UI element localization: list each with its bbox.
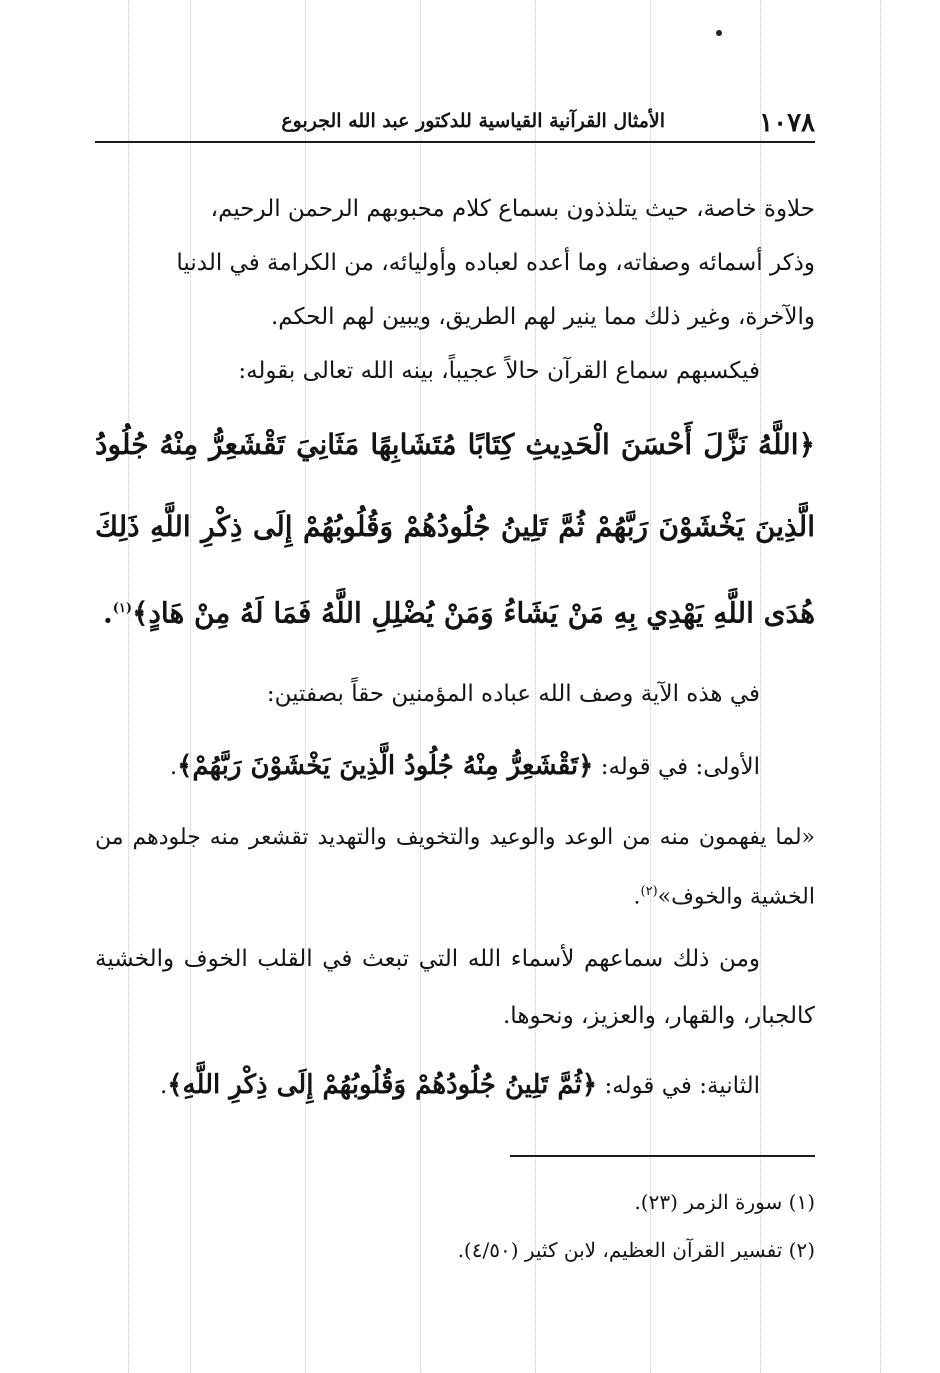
paragraph-4-verse: ﴿تَقْشَعِرُّ مِنْهُ جُلُودُ الَّذِينَ يَخْشَوْنَ رَبَّهُمْ﴾ (177, 751, 594, 782)
paragraph-6: ومن ذلك سماعهم لأسماء الله التي تبعث في القلب الخوف والخشية كالجبار، والقهار، والعزيز، ونحوها. (95, 945, 815, 1029)
paragraph-7: الثانية: في قوله: ﴿ثُمَّ تَلِينُ جُلُودُهُمْ وَقُلُوبُهُمْ إِلَى ذِكْرِ اللَّهِ﴾. (159, 1069, 760, 1100)
paragraph-1-line-2: وذكر أسمائه وصفاته، وما أعده لعباده وأوليائه، من الكرامة في الدنيا (176, 250, 815, 276)
paragraph-3: في هذه الآية وصف الله عباده المؤمنين حقاً بصفتين: (266, 681, 760, 708)
footnotes (95, 1178, 815, 1274)
footnote-separator (510, 1155, 815, 1157)
paragraph-4-lead: الأولى: في قوله: (593, 754, 760, 781)
header-rule (95, 141, 815, 143)
page-number: ١٠٧٨ (759, 108, 815, 138)
running-title: الأمثال القرآنية القياسية للدكتور عبد الله الجربوع (281, 110, 665, 132)
paragraph-5: «لما يفهمون منه من الوعد والوعيد والتخويف والتهديد تقشعر منه جلودهم من الخشية والخوف»$^{(٢)}$. (95, 825, 815, 910)
footnote-2: (٢) تفسير القرآن العظيم، لابن كثير (٤/٥٠). (457, 1238, 815, 1262)
quran-verse: ﴿اللَّهُ نَزَّلَ أَحْسَنَ الْحَدِيثِ كِتَابًا مُتَشَابِهًا مَثَانِيَ تَقْشَعِرُّ مِنْهُ جُلُودُ الَّذِينَ يَخْشَوْنَ رَبَّهُمْ ثُمَّ تَلِينُ جُلُودُهُمْ وَقُلُوبُهُمْ إِلَى ذِكْرِ اللَّهِ ذَلِكَ هُدَى اللَّهِ يَهْدِي بِهِ مَنْ يَشَاءُ وَمَنْ يُضْلِلِ اللَّهُ فَمَا لَهُ مِنْ هَادٍ﴾$^{(١)}$. (95, 428, 815, 630)
verse-text: ﴿اللَّهُ نَزَّلَ أَحْسَنَ الْحَدِيثِ كِتَابًا مُتَشَابِهًا مَثَانِيَ تَقْشَعِرُّ مِنْهُ جُلُودُ الَّذِينَ يَخْشَوْنَ رَبَّهُمْ ثُمَّ تَلِينُ جُلُودُهُمْ وَقُلُوبُهُمْ إِلَى ذِكْرِ اللَّهِ ذَلِكَ هُدَى اللَّهِ يَهْدِي بِهِ مَنْ يَشَاءُ وَمَنْ يُضْلِلِ اللَّهُ فَمَا لَهُ مِنْ هَادٍ﴾ (95, 428, 815, 630)
paragraph-7-verse: ﴿ثُمَّ تَلِينُ جُلُودُهُمْ وَقُلُوبُهُمْ إِلَى ذِكْرِ اللَّهِ﴾ (167, 1069, 598, 1100)
footnote-ref-2: (٢) (640, 884, 658, 900)
footnote-1: (١) سورة الزمر (٢٣). (634, 1190, 815, 1214)
paragraph-1-line-1: حلاوة خاصة، حيث يتلذذون بسماع كلام محبوبهم الرحمن الرحيم، (210, 196, 815, 222)
footnote-ref-1: (١) (112, 601, 133, 616)
document-page (95, 100, 815, 1262)
paragraph-1-line-3: والآخرة، وغير ذلك مما ينير لهم الطريق، ويبين لهم الحكم. (270, 304, 815, 330)
paragraph-1 (95, 182, 815, 344)
page-body (95, 182, 815, 1122)
paragraph-5-text: «لما يفهمون منه من الوعد والوعيد والتخويف والتهديد تقشعر منه جلودهم من الخشية والخوف» (95, 825, 815, 910)
scan-speck (716, 30, 722, 36)
paragraph-7-lead: الثانية: في قوله: (597, 1072, 760, 1099)
paragraph-2: فيكسبهم سماع القرآن حالاً عجيباً، بينه الله تعالى بقوله: (238, 358, 760, 384)
paragraph-4: الأولى: في قوله: ﴿تَقْشَعِرُّ مِنْهُ جُلُودُ الَّذِينَ يَخْشَوْنَ رَبَّهُمْ﴾. (169, 751, 760, 782)
page-header (95, 100, 815, 140)
